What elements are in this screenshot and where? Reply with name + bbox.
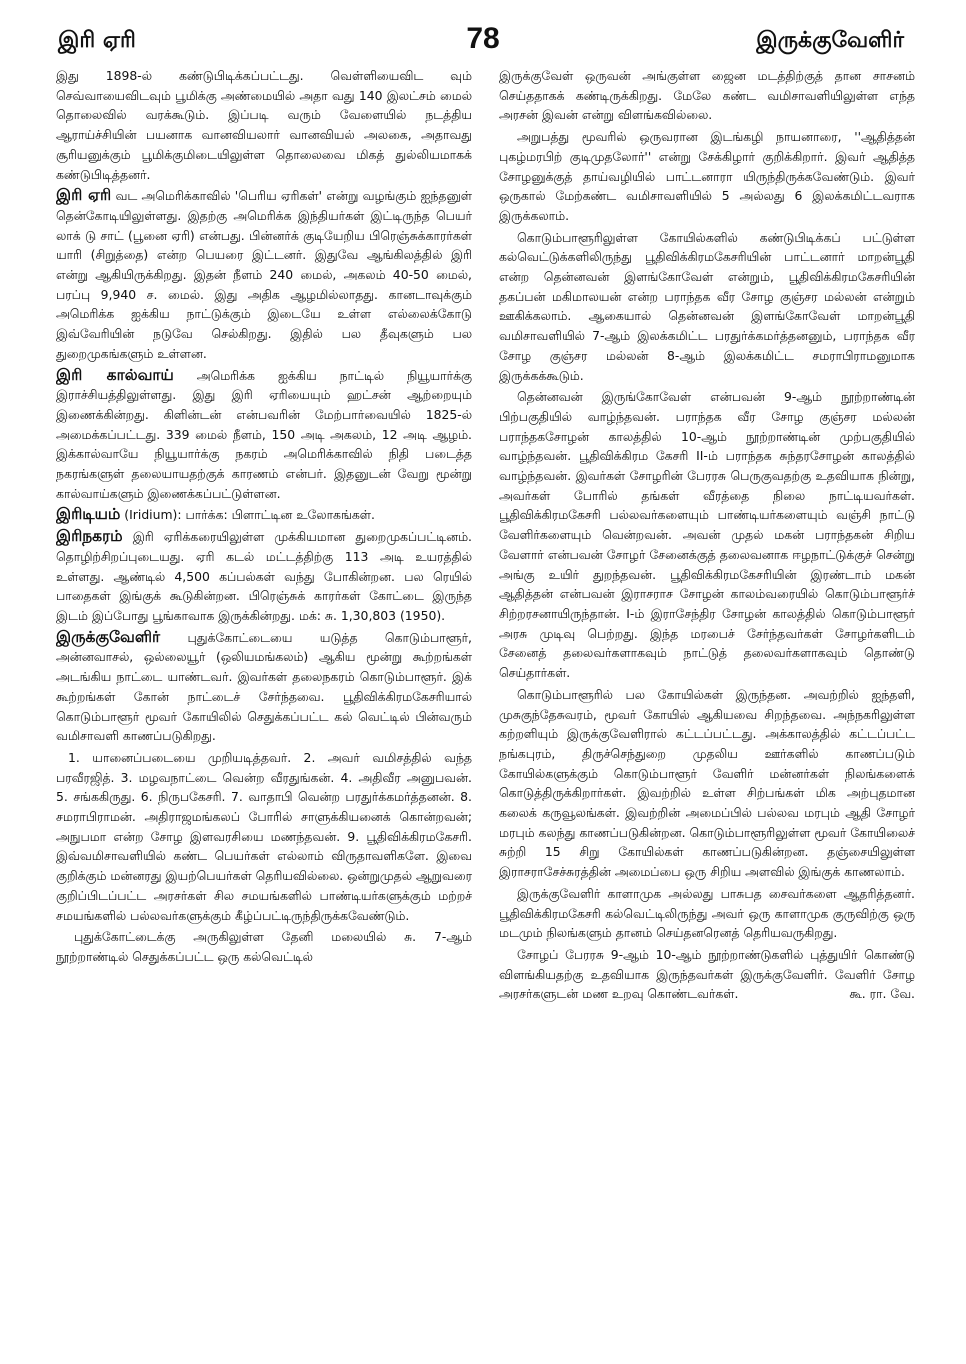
paragraph-final bbox=[499, 945, 915, 1004]
entry-headword: இரிநகரம் bbox=[56, 527, 123, 546]
paragraph: கொடும்பாளூரில் பல கோயில்கள் இருந்தன. அவற்றில் ஐந்தளி, முசுகுந்தேசுவரம், மூவர் கோயில் ஆகியவை சிறந்தவை. அந்நகரிலுள்ள கற்றளியும் இருக்குவேளிரால் கட்டப்பட்டது. அக்காலத்தில் கட்டப்பட்ட நங்கபுரம், திருச்செந்துறை முதலிய ஊர்களில் காணப்படும் கோயில்களுக்கும் கொடும்பாளூர் வேளிர் மன்னர்கள் நிலங்களைக் கொடுத்திருக்கிறார்கள். இவற்றில் உள்ள சிற்பங்கள் மிக அற்புதமான கலைக் கருவூலங்கள். இவற்றின் அமைப்பில் பல்லவ மரபும் ஆதி சோழர் மரபும் கலந்து காணப்படுகின்றன. கொடும்பாளூரிலுள்ள மூவர் கோயிலைச் சுற்றி 15 சிறு கோயில்கள் காணப்படுகின்றன. தஞ்சையிலுள்ள இராசராசேச்சுரத்தின் அமைப்பை ஒரு சிறிய அளவில் இங்குக் காணலாம். bbox=[499, 686, 915, 880]
paragraph: தென்னவன் இருங்கோவேள் என்பவன் 9-ஆம் நூற்றாண்டின் பிற்பகுதியில் வாழ்ந்தவன். பராந்தக வீர சோழ குஞ்சர மல்லன் பராந்தகசோழன் காலத்தில் 10-ஆம் நூற்றாண்டின் முற்பகுதியில் வாழ்ந்தவன். பூதிவிக்கிரம கேசரி II-ம் பராந்தக சுந்தரசோழன் காலத்தில் வாழ்ந்தவன். இவர்கள் சோழரின் பேரரசு பெருகுவதற்கு உதவியாக நின்று, அவர்கள் போரில் தங்கள் வீரத்தை நிலை நாட்டியவர்கள். பூதிவிக்கிரமகேசரி பல்லவர்களையும் பாண்டியர்களையும் வஞ்சி நாட்டு வேளிர்களையும் வென்றவன். அவன் முதல் மகன் பராந்தகன் சிறிய வேளார் என்பவன் சோழர் சேனைக்குத் தலைவனாக ஈழநாட்டுக்குச் சென்று அங்கு உயிர் துறந்தவன். பூதிவிக்கிரமகேசரியின் இரண்டாம் மகன் ஆதித்தன் என்பவன் இராசராச சோழன் காலம்வரையில் கொடும்பாளூர்ச் சிற்றரசனாயிருந்தான். I-ம் இராசேந்திர சோழன் காலத்தில் கொடும்பாளூர் அரசு முடிவு பெற்றது. இந்த மரபைச் சேர்ந்தவர்கள் சோழர்களிடம் சேனைத் தலைவர்களாகவும் நாட்டுத் தலைவர்களாகவும் தொண்டு செய்தார்கள். bbox=[499, 389, 915, 681]
author-signature: கூ. ரா. வே. bbox=[849, 986, 915, 1002]
right-column bbox=[499, 66, 915, 1356]
entry-headword: இரி ஏரி bbox=[56, 186, 112, 205]
entry-headword: இரிடியம் bbox=[56, 505, 121, 524]
paragraph-text: சோழப் பேரரசு 9-ஆம் 10-ஆம் நூற்றாண்டுகளில் புத்துயிர் கொண்டு விளங்கியதற்கு உதவியாக இருந்தவர்கள் இருக்குவேளிர். வேளிர் சோழ அரசர்களுடன் மண உறவு கொண்டவர்கள். bbox=[499, 946, 915, 1002]
entry-iri-canal bbox=[56, 366, 472, 504]
paragraph: புதுக்கோட்டைக்கு அருகிலுள்ள தேனி மலையில் சு. 7-ஆம் நூற்றாண்டில் செதுக்கப்பட்ட ஒரு கல்வெட்டில் bbox=[56, 929, 472, 964]
entry-text: அமெரிக்க ஐக்கிய நாட்டில் நியூயார்க்கு இராச்சியத்திலுள்ளது. இது இரி ஏரியையும் ஹட்சன் ஆற்றையும் இணைக்கின்றது. கிளின்டன் என்பவரின் மேற்பார்வையில் 1825-ல் அமைக்கப்பட்டது. 339 மைல் நீளம், 150 அடி அகலம், 12 அடி ஆழம். இக்கால்வாயே நியூயார்க்கு நகரம் அமெரிக்காவில் நிதி படைத்த நகரங்களுள் தலையாயதற்குக் காரணம் என்பர். இதனுடன் வேறு மூன்று கால்வாய்களும் இணைக்கப்பட்டுள்ளன. bbox=[56, 367, 472, 501]
running-head-right: இருக்குவேளிர் bbox=[756, 28, 904, 53]
entry-irukkuvelir bbox=[56, 628, 472, 746]
paragraph: கொடும்பாளூரிலுள்ள கோயில்களில் கண்டுபிடிக்கப் பட்டுள்ள கல்வெட்டுக்களிலிருந்து பூதிவிக்கிரமகேசரியின் பாட்டனார் மாறன்பூதி என்ற தென்னவன் இளங்கோவேள் என்றும், பூதிவிக்கிரமகேசரியின் தகப்பன் மகிமாலயன் என்ற பராந்தக வீர சோழ குஞ்சர மல்லன் என்றும் ஊகிக்கலாம். ஆகையால் தென்னவன் இளங்கோவேள் மாறன்பூதி வமிசாவளியில் 7-ஆம் இலக்கமிட்ட பரதுர்க்கமர்த்தனனும், பராந்தக வீர சோழ குஞ்சர மல்லன் 8-ஆம் இலக்கமிட்ட சமராபிராமனுமாக இருக்கக்கூடும். bbox=[499, 229, 915, 383]
paragraph: இருக்குவேள் ஒருவன் அங்குள்ள ஜைன மடத்திற்குத் தான சாசனம் செய்ததாகக் கண்டிருக்கிறது. மேலே கண்ட வமிசாவளியிலுள்ள எந்த அரசன் இவன் என்று விளங்கவில்லை. bbox=[499, 68, 915, 123]
genealogy-list: 1. யானைப்படையை முறியடித்தவர். 2. அவர் வமிசத்தில் வந்த பரவீரஜித். 3. மழவநாட்டை வென்ற வீரதுங்கன். 4. அதிவீர அனுபவன். 5. சங்ககிருது. 6. நிருபகேசரி. 7. வாதாபி வென்ற பரதுர்க்கமர்த்தனன். 8. சமராபிராமன். அதிராஜமங்கலப் போரில் சாளுக்கியனைக் கொன்றவன்; அநுபமா என்ற சோழ இளவரசியை மணந்தவன். 9. பூதிவிக்கிரமகேசரி. இவ்வமிசாவளியில் கண்ட பெயர்கள் எல்லாம் விருதாவளிகளே. இவை குறிக்கும் மன்னரது இயற்பெயர்கள் தெரியவில்லை. ஒன்றுமுதல் ஆறுவரை குறிப்பிடப்பட்ட அரசர்கள் சில சமயங்களில் பாண்டியர்களுக்கும் மற்றச் சமயங்களில் பல்லவர்களுக்கும் கீழ்ப்பட்டிருந்திருக்கவேண்டும். bbox=[56, 749, 472, 923]
entry-headword: இருக்குவேளிர் bbox=[56, 627, 161, 646]
page-number: 78 bbox=[466, 22, 500, 55]
entry-iridium bbox=[56, 505, 472, 525]
entry-iri-eri bbox=[56, 186, 472, 363]
running-head-left: இரி ஏரி bbox=[58, 28, 136, 53]
entry-iri-nagaram bbox=[56, 527, 472, 626]
entry-text: (Iridium): பார்க்க: பிளாட்டின உலோகங்கள். bbox=[124, 507, 375, 523]
paragraph-continuation: இது 1898-ல் கண்டுபிடிக்கப்பட்டது. வெள்ளியைவிட வும் செவ்வாயைவிடவும் பூமிக்கு அண்மையில் அதா வது 140 இலட்சம் மைல் தொலைவில் வரக்கூடும். இப்படி வரும் வேளையில் நடத்திய ஆராய்ச்சியின் பயனாக வானவியலார் வானவியல் அலகை, அதாவது சூரியனுக்கும் பூமிக்குமிடையிலுள்ள தொலைவை மிகத் துல்லியமாகக் கண்டுபிடித்தனர். bbox=[56, 68, 472, 182]
left-column bbox=[56, 66, 472, 1356]
entry-text: இரி ஏரிக்கரையிலுள்ள முக்கியமான துறைமுகப்பட்டினம். தொழிற்சிறப்புடையது. ஏரி கடல் மட்டத்திற்கு 113 அடி உயரத்தில் உள்ளது. ஆண்டில் 4,500 கப்பல்கள் வந்து போகின்றன. பல ரெயில் பாதைகள் இங்குக் கூடுகின்றன. பிரெஞ்சுக் காரர்கள் கோட்டை இருந்த இடம் இப்போது பூங்காவாக இருக்கின்றது. மக்: சு. 1,30,803 (1950). bbox=[56, 529, 472, 623]
paragraph: இருக்குவேளிர் காளாமுக அல்லது பாசுபத சைவர்களை ஆதரித்தனர். பூதிவிக்கிரமகேசரி கல்வெட்டிலிருந்து அவர் ஒரு காளாமுக குருவிற்கு ஒரு மடமும் நிலங்களும் தானம் செய்தனரெனத் தெரியவருகிறது. bbox=[499, 885, 915, 941]
entry-text: வட அமெரிக்காவில் 'பெரிய ஏரிகள்' என்று வழங்கும் ஐந்தனுள் தென்கோடியிலுள்ளது. இதற்கு அமெரிக்க இந்தியர்கள் இட்டிருந்த பெயர் லாக் டு சாட் (பூனை ஏரி) என்பது. பின்னர்க் குடியேறிய பிரெஞ்சுக்காரர்கள் யாரி (சிறுத்தை) என்ற பெயரை இட்டனர். இதுவே ஆங்கிலத்தில் இரி என்று ஆகியிருக்கிறது. இதன் நீளம் 240 மைல், அகலம் 40-50 மைல், பரப்பு 9,940 ச. மைல். இது அதிக ஆழமில்லாதது. கானடாவுக்கும் அமெரிக்க ஐக்கிய நாட்டுக்கும் இடையே உள்ள எல்லைக்கோடு இவ்வேரியின் நடுவே செல்கிறது. இதில் பல தீவுகளும் பல துறைமுகங்களும் உள்ளன. bbox=[56, 188, 472, 361]
entry-headword: இரி கால்வாய் bbox=[56, 365, 174, 384]
entry-text: புதுக்கோட்டையை யடுத்த கொடும்பாளூர், அன்னவாசல், ஒல்லையூர் (ஒலியமங்கலம்) ஆகிய மூன்று கூற்றங்கள் அடங்கிய நாட்டை யாண்டவர். இவர்கள் தலைநகரம் கொடும்பாளூர். இக் கூற்றங்கள் கோன் நாட்டைச் சேர்ந்தவை. பூதிவிக்கிரமகேசரியால் கொடும்பாளூர் மூவர் கோயிலில் செதுக்கப்பட்ட கல் வெட்டில் பின்வரும் வமிசாவளி காணப்படுகிறது. bbox=[56, 629, 472, 744]
paragraph: அறுபத்து மூவரில் ஒருவரான இடங்கழி நாயனாரை, ''ஆதித்தன் புகழ்மரபிற் குடிமுதலோர்'' என்று சேக்கிழார் குறிக்கிறார். இவர் ஆதித்த சோழனுக்குத் தாய்வழியில் பாட்டனாரா யிருந்திருக்கவேண்டும். இவர் ஒருகால் மேற்கண்ட வமிசாவளியில் 5 அல்லது 6 இலக்கமிட்டவராக இருக்கலாம். bbox=[499, 129, 915, 223]
page-header bbox=[38, 20, 928, 60]
